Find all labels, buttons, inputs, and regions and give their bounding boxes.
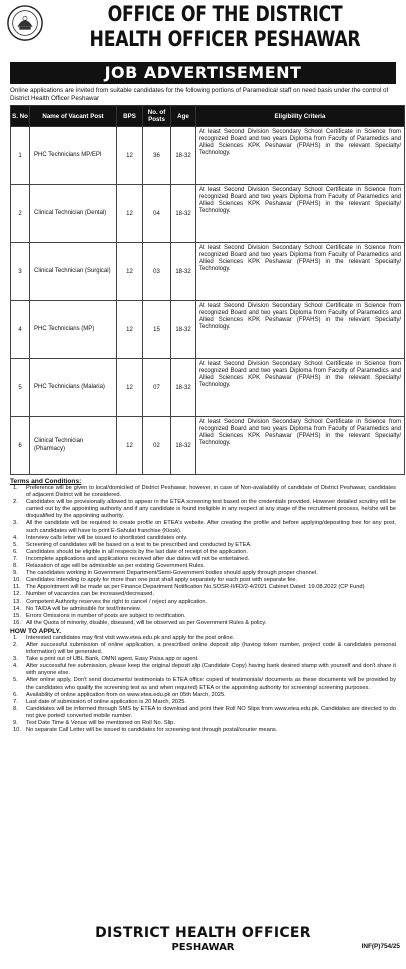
list-item: 8. Candidates will be informed through SMS by ETEA to download and print their Roll NO Slips from www.etea.edu.pk. Candidates are directed to do not give ported/ converted mobile number. xyxy=(13,705,396,719)
table-row xyxy=(11,417,405,475)
cell-posts: 03 xyxy=(143,243,171,301)
list-item: 11. The Appointment will be made as per Finance Department Notification No.SOSR-II/FD/2-4/2021 Cabinet Dated: 19.08.2022 (CP Fund) xyxy=(13,584,365,591)
list-item: 2. After successful submission of online application, a prescribed online deposit slip (having token number, project code & candidates personal information) will be generated. xyxy=(13,641,396,656)
cell-age: 18-32 xyxy=(171,127,196,185)
list-item: 4. After successful fee submission, please keep the original deposit slip (Candidate Copy) having bank desired stamp with yourself and don't share it with anyone else. xyxy=(13,663,396,677)
cell-sno: 4 xyxy=(11,301,30,359)
terms-heading: Terms and Conditions: xyxy=(10,478,82,485)
cell-bps: 12 xyxy=(117,417,143,475)
list-item: 1. Interested candidates may first visit www.etea.edu.pk and apply for the post online. xyxy=(13,634,235,641)
office-title-line2: HEALTH OFFICER PESHAWAR xyxy=(89,27,361,51)
cell-posts: 07 xyxy=(143,359,171,417)
cell-post: Clinical Technician (Pharmacy) xyxy=(30,417,117,475)
how-to-apply-heading: HOW TO APPLY. xyxy=(10,627,62,635)
list-item: 15. Errors Omissions in number of posts are subject to rectification. xyxy=(13,612,186,619)
cell-age: 18-32 xyxy=(171,301,196,359)
cell-criteria: At least Second Division Secondary School Certificate in Science from recognized Board and two years Diploma from Faculty of Paramedics and Allied Sciences KPK Peshawar (FPAHS) in the relevant Specialty/ Technology. xyxy=(196,359,405,417)
cell-posts: 04 xyxy=(143,185,171,243)
cell-posts: 02 xyxy=(143,417,171,475)
cell-post: Clinical Technician (Surgical) xyxy=(30,243,117,301)
cell-sno: 3 xyxy=(11,243,30,301)
cell-criteria: At least Second Division Secondary School Certificate in Science from recognized Board and two years Diploma from Faculty of Paramedics and Allied Sciences KPK Peshawar (FPAHS) in the relevant Specialty/ Technology. xyxy=(196,417,405,475)
col-header-bps: BPS xyxy=(117,106,143,127)
list-item: 7. Last date of submission of online application is 20 March, 2025. xyxy=(13,698,186,705)
list-item: 9. Test Date Time & Venue will be mentioned on Roll No. Slip. xyxy=(13,720,175,726)
list-item: 12. Number of vacancies can be increased/decreased. xyxy=(13,591,155,598)
cell-criteria: At least Second Division Secondary School Certificate in Science from recognized Board and two years Diploma from Faculty of Paramedics and Allied Sciences KPK Peshawar (FPAHS) in the relevant Specialty/ Technology. xyxy=(196,127,405,185)
reference-number: INF(P)754/25 xyxy=(361,943,400,950)
list-item: 13. Competent Authority reserves the right to cancel / reject any application. xyxy=(13,598,208,605)
list-item: 6. Candidates should be eligible in all respects by the last date of receipt of the application. xyxy=(13,548,248,555)
table-header-row xyxy=(11,106,405,127)
intro-text: Online applications are invited from suitable candidates for the following portions of Paramedical staff on need basis under the control of District Health Officer Peshawar xyxy=(10,87,389,102)
cell-criteria: At least Second Division Secondary School Certificate in Science from recognized Board and two years Diploma from Faculty of Paramedics and Allied Sciences KPK Peshawar (FPAHS) in the relevant Specialty/ Technology. xyxy=(196,243,405,301)
col-header-criteria: Eligibility Criteria xyxy=(196,106,405,127)
table-row xyxy=(11,359,405,417)
list-item: 2. Candidates will be provisionally allowed to appear in the ETEA screening test based on the credentials provided. However detailed scrutiny will be carried out by the appointing authority and if any candidate is found ineligible in any respect at any stage of the recruitment process, he/she will be disqualified by the appointing authority. xyxy=(13,499,396,520)
cell-bps: 12 xyxy=(117,359,143,417)
table-row xyxy=(11,185,405,243)
cell-bps: 12 xyxy=(117,243,143,301)
list-item: 1. Preference will be given to local/domiciled of District Peshawar, however, in case of Non-availability of candidate of District Peshawar, candidates of adjacent District will be considered. xyxy=(13,485,396,499)
footer xyxy=(0,925,406,953)
cell-post: PHC Technicians (MP) xyxy=(30,301,117,359)
cell-post: PHC Technicians (Malaria) xyxy=(30,359,117,417)
cell-age: 18-32 xyxy=(171,185,196,243)
cell-age: 18-32 xyxy=(171,359,196,417)
header xyxy=(4,2,402,60)
cell-age: 18-32 xyxy=(171,417,196,475)
table-row xyxy=(11,301,405,359)
cell-bps: 12 xyxy=(117,301,143,359)
list-item: 16. All the Quota of minority, disable, diseased, will be observed as per Government Rules & policy. xyxy=(13,619,267,626)
cell-sno: 2 xyxy=(11,185,30,243)
signatory-title: DISTRICT HEALTH OFFICER xyxy=(95,925,311,941)
cell-bps: 12 xyxy=(117,127,143,185)
cell-sno: 5 xyxy=(11,359,30,417)
terms-list xyxy=(10,485,396,627)
job-advertisement-banner: JOB ADVERTISEMENT xyxy=(10,62,396,84)
cell-bps: 12 xyxy=(117,185,143,243)
table-row xyxy=(11,243,405,301)
cell-criteria: At least Second Division Secondary School Certificate in Science from recognized Board and two years Diploma from Faculty of Paramedics and Allied Sciences KPK Peshawar (FPAHS) in the relevant Specialty/ Technology. xyxy=(196,185,405,243)
list-item: 10. Candidates intending to apply for more than one post shall apply separately for each post with separate fee. xyxy=(13,577,297,584)
office-title-line1: OFFICE OF THE DISTRICT xyxy=(107,2,343,26)
list-item: 14. No TA/DA will be admissible for test/Interview. xyxy=(13,605,142,612)
list-item: 3. Take a print out of UBL Bank, OMNI agent, Easy Paisa app or agent. xyxy=(13,656,199,663)
col-header-post: Name of Vacant Post xyxy=(30,106,117,127)
cell-post: Clinical Technician (Dental) xyxy=(30,185,117,243)
list-item: 8. Relaxation of age will be admissible as per existing Government Rules. xyxy=(13,563,205,570)
cell-posts: 15 xyxy=(143,301,171,359)
list-item: 4. Interview calls letter will be issued to shortlisted candidates only. xyxy=(13,534,188,541)
cell-criteria: At least Second Division Secondary School Certificate in Science from recognized Board and two years Diploma from Faculty of Paramedics and Allied Sciences KPK Peshawar (FPAHS) in the relevant Specialty/ Technology. xyxy=(196,301,405,359)
list-item: 5. After online apply, Don't send documents/ testimonials to ETEA office: copied of testimonials/ documents as these documents will be provided by the candidates who qualify the screening test as and when required) ETEA or the appointing authority for screening/ screening purposes. xyxy=(13,677,396,691)
col-header-sno: S. No xyxy=(11,106,30,127)
list-item: 6. Availability of online application from on www.etea.edu.pk on 05th March, 2025. xyxy=(13,691,226,698)
col-header-age: Age xyxy=(171,106,196,127)
list-item: 5. Screening of candidates will be based on a test to be prescribed and conducted by ETEA. xyxy=(13,541,252,548)
list-item: 9. The candidates working in Government Department/Semi-Government bodies should apply through proper channel. xyxy=(13,570,318,577)
cell-age: 18-32 xyxy=(171,243,196,301)
list-item: 7. Incomplete applications and applications received after due dates will not be entertained. xyxy=(13,555,250,562)
cell-sno: 1 xyxy=(11,127,30,185)
cell-sno: 6 xyxy=(11,417,30,475)
signatory-location: PESHAWAR xyxy=(171,942,235,953)
list-item: 3. All the candidate will be required to create profile on ETEA's website. After creating the profile and before applying/depositing free for any post, such candidates will have to print E-Sahulat franchise (Kiosk). xyxy=(13,520,396,534)
kpk-seal-icon xyxy=(6,4,44,42)
col-header-posts: No. of Posts xyxy=(143,106,171,127)
cell-posts: 36 xyxy=(143,127,171,185)
table-row xyxy=(11,127,405,185)
list-item: 10. No separate Call Letter will be issued to candidates for screening test through postal/courier means. xyxy=(13,727,278,734)
vacancy-table xyxy=(10,105,405,475)
how-to-apply-list xyxy=(10,635,396,734)
cell-post: PHC Technicians MP/EPI xyxy=(30,127,117,185)
